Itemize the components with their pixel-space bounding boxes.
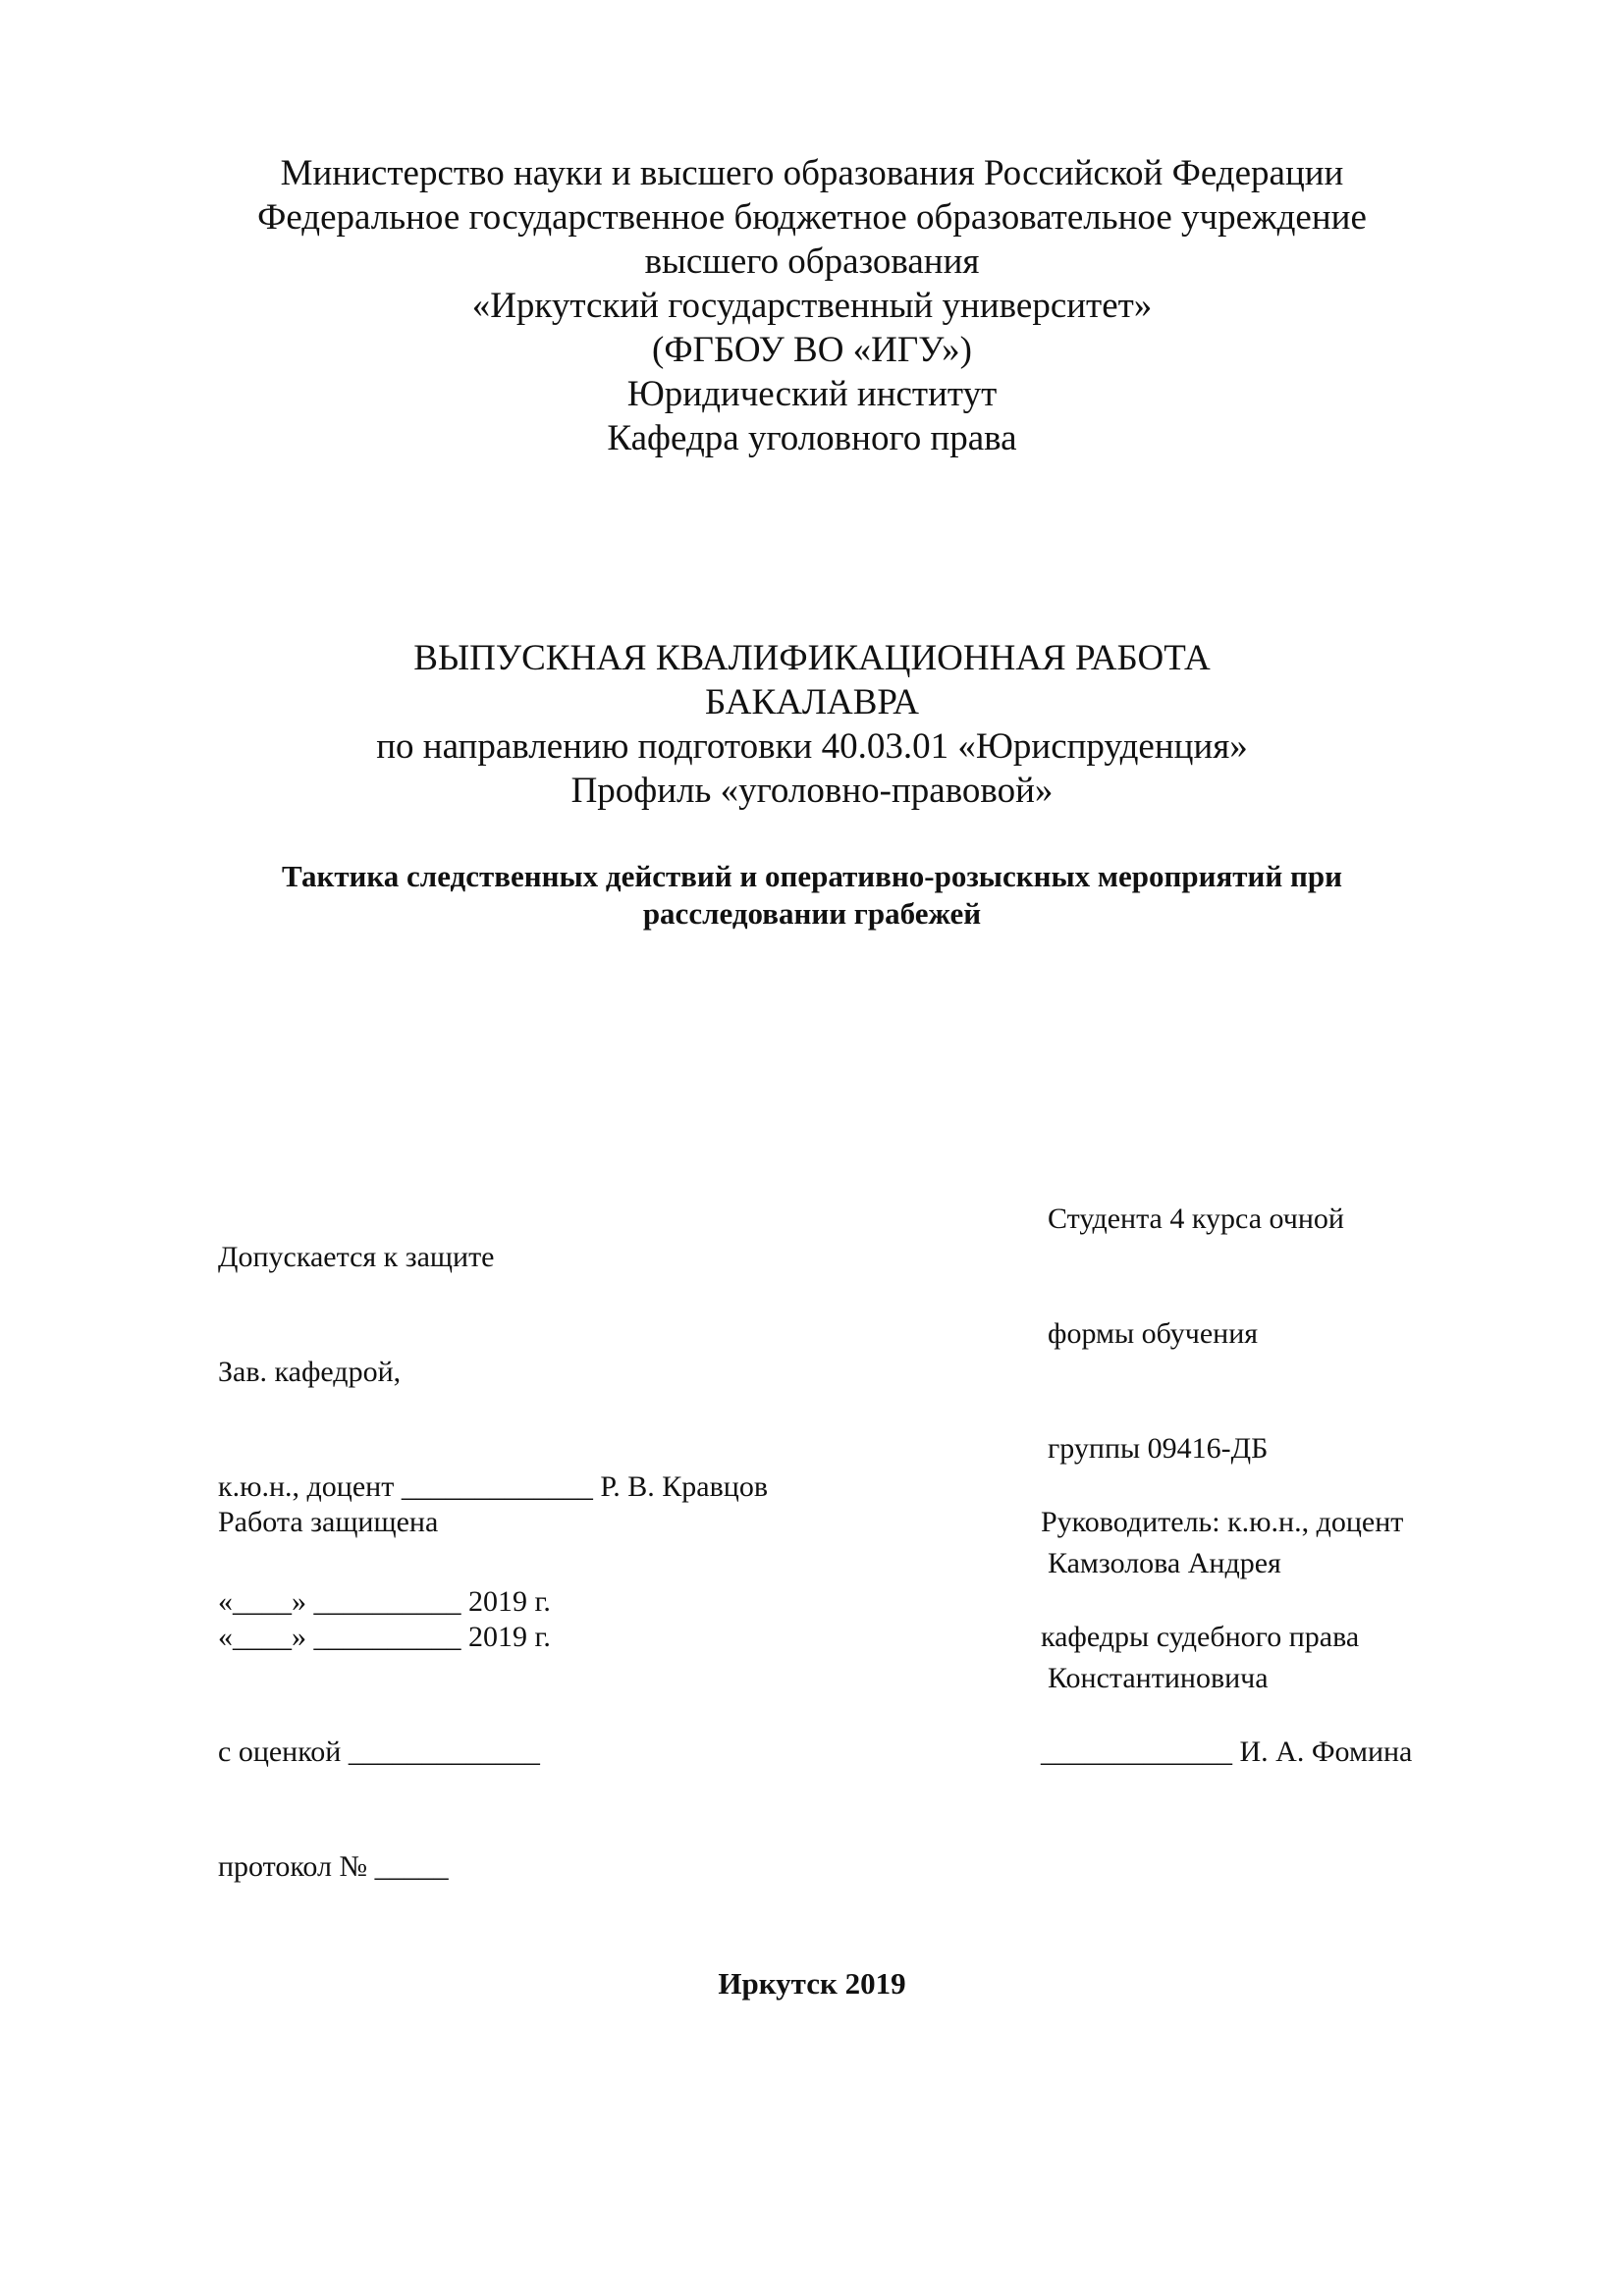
defense-block [218,1426,551,1962]
thesis-topic-line1: Тактика следственных действий и оперативно-розыскных мероприятий при [282,859,1342,893]
institute-name: Юридический институт [626,374,998,414]
admission-line3: к.ю.н., доцент _____________ Р. В. Кравцов [218,1470,768,1503]
study-direction: по направлению подготовки 40.03.01 «Юриспруденция» [376,726,1248,767]
thesis-topic-line2: расследовании грабежей [642,896,982,931]
thesis-topic [0,858,1624,933]
institution-type-line: Федеральное государственное бюджетное образовательное учреждение [257,197,1367,238]
admission-line2: Зав. кафедрой, [218,1356,402,1388]
institution-header [0,151,1624,460]
defense-line2: «____» __________ 2019 г. [218,1621,551,1653]
admission-line4: «____» __________ 2019 г. [218,1585,551,1618]
defense-line1: Работа защищена [218,1506,439,1538]
study-profile: Профиль «уголовно-правовой» [570,771,1054,811]
ministry-line: Министерство науки и высшего образования Российской Федерации [280,153,1344,193]
institution-level-line: высшего образования [644,241,980,282]
student-line3: группы 09416-ДБ [1048,1432,1269,1465]
defense-line4: протокол № _____ [218,1850,449,1883]
defense-line3: с оценкой _____________ [218,1735,540,1768]
work-type-line1: ВЫПУСКНАЯ КВАЛИФИКАЦИОННАЯ РАБОТА [413,638,1211,678]
department-name: Кафедра уголовного права [607,418,1017,458]
university-name: «Иркутский государственный университет» [471,286,1153,326]
city-year: Иркутск 2019 [718,1966,906,2001]
supervisor-block [1041,1426,1412,1847]
work-type-block [0,636,1624,813]
university-abbreviation: (ФГБОУ ВО «ИГУ») [652,330,972,370]
student-line2: формы обучения [1048,1317,1259,1350]
student-line4: Камзолова Андрея [1048,1547,1281,1579]
admission-line1: Допускается к защите [218,1241,495,1273]
student-line1: Студента 4 курса очной [1048,1202,1344,1235]
work-type-line2: БАКАЛАВРА [705,682,919,722]
student-line5: Константиновича [1048,1662,1269,1694]
supervisor-line2: кафедры судебного права [1041,1621,1360,1653]
supervisor-line3: _____________ И. А. Фомина [1041,1735,1413,1768]
supervisor-line1: Руководитель: к.ю.н., доцент [1041,1506,1404,1538]
